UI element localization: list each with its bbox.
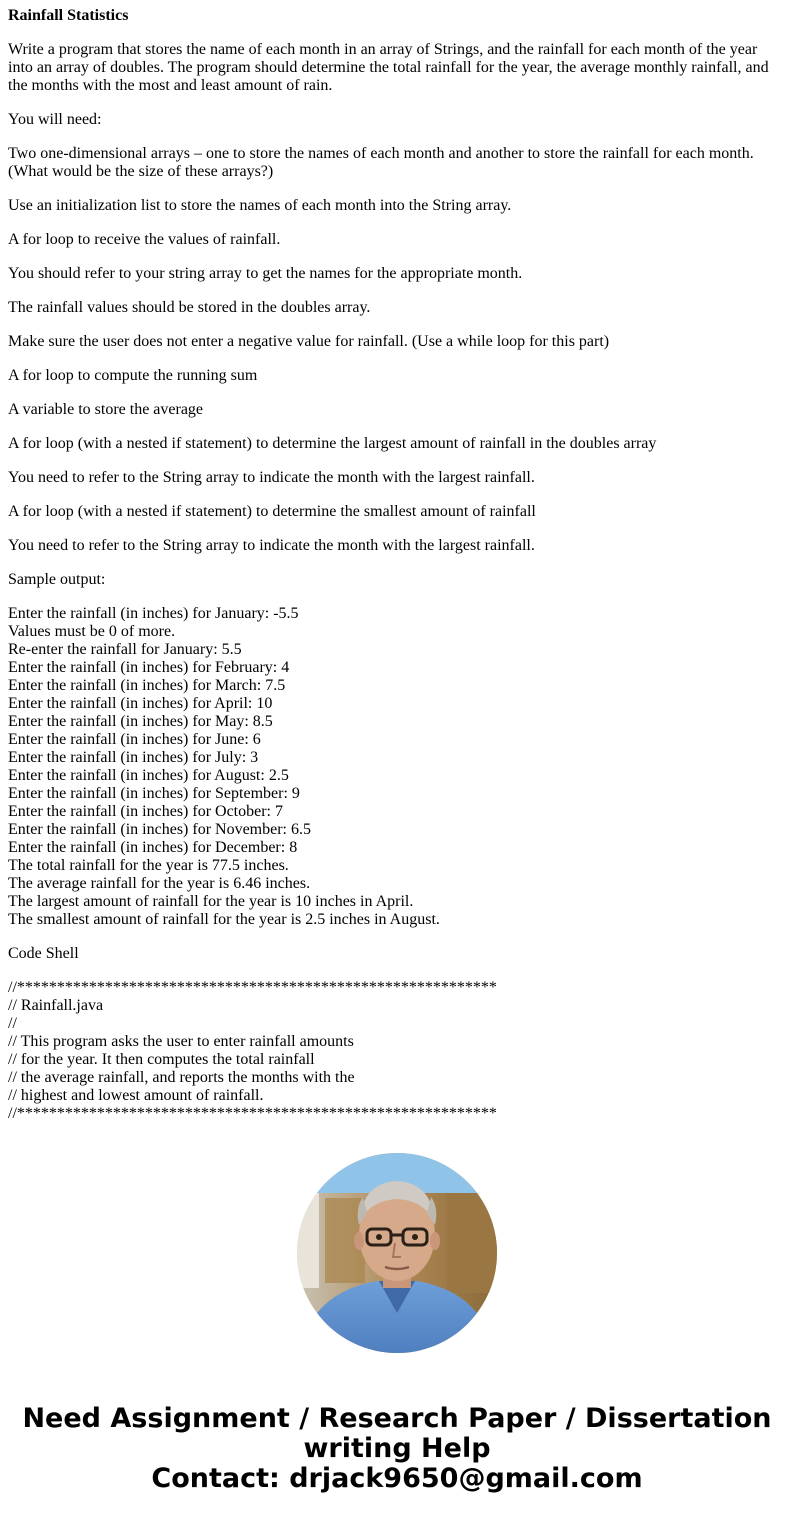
sample-output-line: Enter the rainfall (in inches) for February: 4 [8,659,290,676]
code-line: //************************************************************ [8,1105,497,1122]
code-shell-heading: Code Shell [8,945,79,962]
requirement-item: You should refer to your string array to get the names for the appropriate month. [8,265,523,282]
code-line: // highest and lowest amount of rainfall. [8,1087,264,1104]
sample-output-line: The largest amount of rainfall for the year is 10 inches in April. [8,893,414,910]
requirement-item: Use an initialization list to store the names of each month into the String array. [8,197,512,214]
code-line: // [8,1015,17,1032]
sample-output-line: The smallest amount of rainfall for the year is 2.5 inches in August. [8,911,440,928]
code-line: // for the year. It then computes the total rainfall [8,1051,315,1068]
sample-output-heading: Sample output: [8,571,106,588]
sample-output-line: Enter the rainfall (in inches) for September: 9 [8,785,300,802]
avatar [297,1153,497,1353]
code-line: // Rainfall.java [8,997,104,1014]
promo-contact-line: Contact: drjack9650@gmail.com [151,1463,643,1494]
document-body [8,7,778,1139]
sample-output-line: Enter the rainfall (in inches) for June: 6 [8,731,261,748]
requirement-item: A for loop to receive the values of rainfall. [8,231,281,248]
promo-line-2: writing Help [303,1433,491,1464]
code-line: // This program asks the user to enter rainfall amounts [8,1033,354,1050]
code-shell-block [8,979,778,1123]
sample-output-line: Enter the rainfall (in inches) for July: 3 [8,749,259,766]
sample-output-line: The average rainfall for the year is 6.46 inches. [8,875,311,892]
sample-output-line: Re-enter the rainfall for January: 5.5 [8,641,242,658]
page-title: Rainfall Statistics [8,7,129,24]
promo-line-1: Need Assignment / Research Paper / Dissertation [22,1403,772,1434]
requirement-item: The rainfall values should be stored in the doubles array. [8,299,371,316]
sample-output-block [8,605,778,929]
code-line: //************************************************************ [8,979,497,996]
requirement-item: A for loop (with a nested if statement) to determine the largest amount of rainfall in the doubles array [8,435,657,452]
sample-output-line: The total rainfall for the year is 77.5 inches. [8,857,289,874]
sample-output-line: Enter the rainfall (in inches) for April: 10 [8,695,273,712]
intro-paragraph: Write a program that stores the name of each month in an array of Strings, and the rainfall for each month of the year into an array of doubles. The program should determine the total rainfall for the year, the average monthly rainfall, and the months with the most and least amount of rain. [8,41,769,94]
code-line: // the average rainfall, and reports the months with the [8,1069,355,1086]
requirements-heading: You will need: [8,111,102,128]
requirement-item: A variable to store the average [8,401,204,418]
sample-output-line: Enter the rainfall (in inches) for November: 6.5 [8,821,311,838]
avatar-portrait-image [297,1153,497,1353]
sample-output-line: Enter the rainfall (in inches) for October: 7 [8,803,283,820]
requirement-item: A for loop to compute the running sum [8,367,258,384]
sample-output-line: Enter the rainfall (in inches) for January: -5.5 [8,605,299,622]
sample-output-line: Values must be 0 of more. [8,623,176,640]
requirement-item: You need to refer to the String array to indicate the month with the largest rainfall. [8,469,535,486]
requirement-item: Make sure the user does not enter a negative value for rainfall. (Use a while loop for this part) [8,333,610,350]
requirement-item: Two one-dimensional arrays – one to store the names of each month and another to store the rainfall for each month. (What would be the size of these arrays?) [8,145,754,180]
requirement-item: You need to refer to the String array to indicate the month with the largest rainfall. [8,537,535,554]
sample-output-line: Enter the rainfall (in inches) for August: 2.5 [8,767,289,784]
sample-output-line: Enter the rainfall (in inches) for March: 7.5 [8,677,286,694]
sample-output-line: Enter the rainfall (in inches) for May: 8.5 [8,713,273,730]
requirement-item: A for loop (with a nested if statement) to determine the smallest amount of rainfall [8,503,536,520]
sample-output-line: Enter the rainfall (in inches) for December: 8 [8,839,298,856]
promo-banner [0,1404,794,1494]
